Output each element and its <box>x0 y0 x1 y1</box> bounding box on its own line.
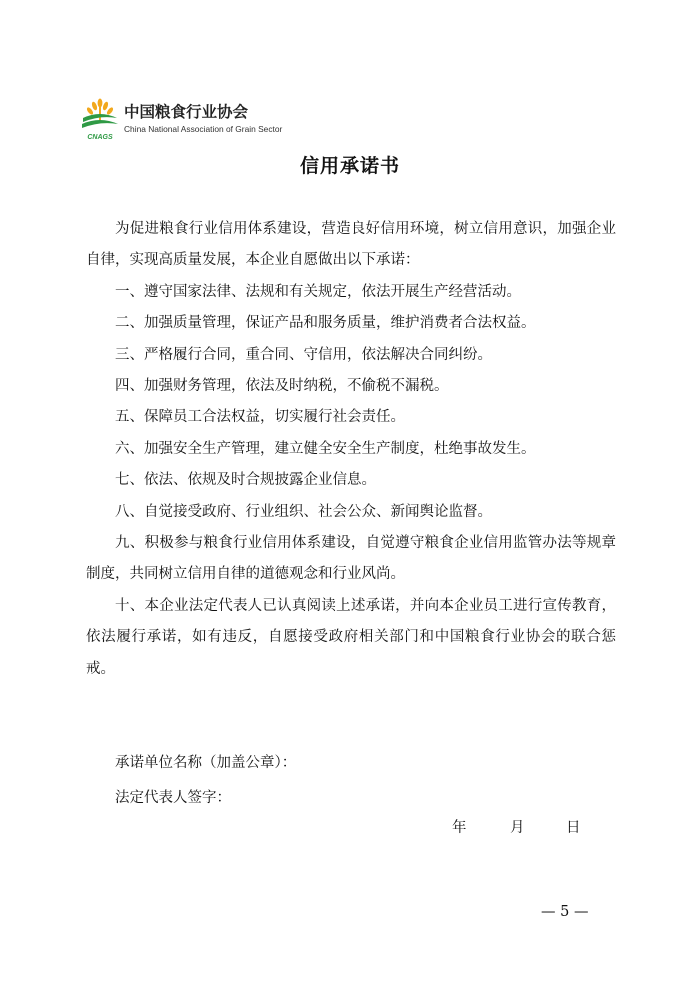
page-number: — 5 — <box>541 904 589 920</box>
commitment-item: 六、加强安全生产管理，建立健全安全生产制度，杜绝事故发生。 <box>115 440 536 457</box>
date-month: 月 <box>510 820 525 836</box>
date-day: 日 <box>566 820 581 836</box>
document-title: 信用承诺书 <box>299 155 400 177</box>
commitment-item: 十、本企业法定代表人已认真阅读上述承诺，并向本企业员工进行宣传教育，依法履行承诺，如有违反，自愿接受政府相关部门和中国粮食行业协会的联合惩戒。 <box>86 597 616 677</box>
commitment-item: 五、保障员工合法权益，切实履行社会责任。 <box>115 409 405 426</box>
commitment-item: 四、加强财务管理，依法及时纳税，不偷税不漏税。 <box>115 378 449 395</box>
commitment-item: 二、加强质量管理，保证产品和服务质量，维护消费者合法权益。 <box>115 315 536 332</box>
org-logo <box>80 98 283 144</box>
intro-paragraph: 为促进粮食行业信用体系建设，营造良好信用环境，树立信用意识，加强企业自律，实现高质量发展，本企业自愿做出以下承诺： <box>86 221 616 269</box>
commitment-item: 七、依法、依规及时合规披露企业信息。 <box>115 472 376 489</box>
signature-unit-label: 承诺单位名称（加盖公章）： <box>115 755 297 771</box>
org-name-en: China National Association of Grain Sector <box>124 124 283 134</box>
commitment-item: 八、自觉接受政府、行业组织、社会公众、新闻舆论监督。 <box>115 503 492 520</box>
signature-rep-label: 法定代表人签字： <box>115 790 231 806</box>
svg-text:CNAGS: CNAGS <box>87 134 113 141</box>
document-body <box>86 214 616 685</box>
date-year: 年 <box>452 820 467 836</box>
commitment-item: 一、遵守国家法律、法规和有关规定，依法开展生产经营活动。 <box>115 283 521 300</box>
grain-logo-icon <box>80 98 120 142</box>
commitment-item: 三、严格履行合同，重合同、守信用，依法解决合同纠纷。 <box>115 346 492 363</box>
org-name-cn: 中国粮食行业协会 <box>124 103 249 121</box>
commitment-item: 九、积极参与粮食行业信用体系建设，自觉遵守粮食企业信用监管办法等规章制度，共同树立信用自律的道德观念和行业风尚。 <box>86 535 616 583</box>
